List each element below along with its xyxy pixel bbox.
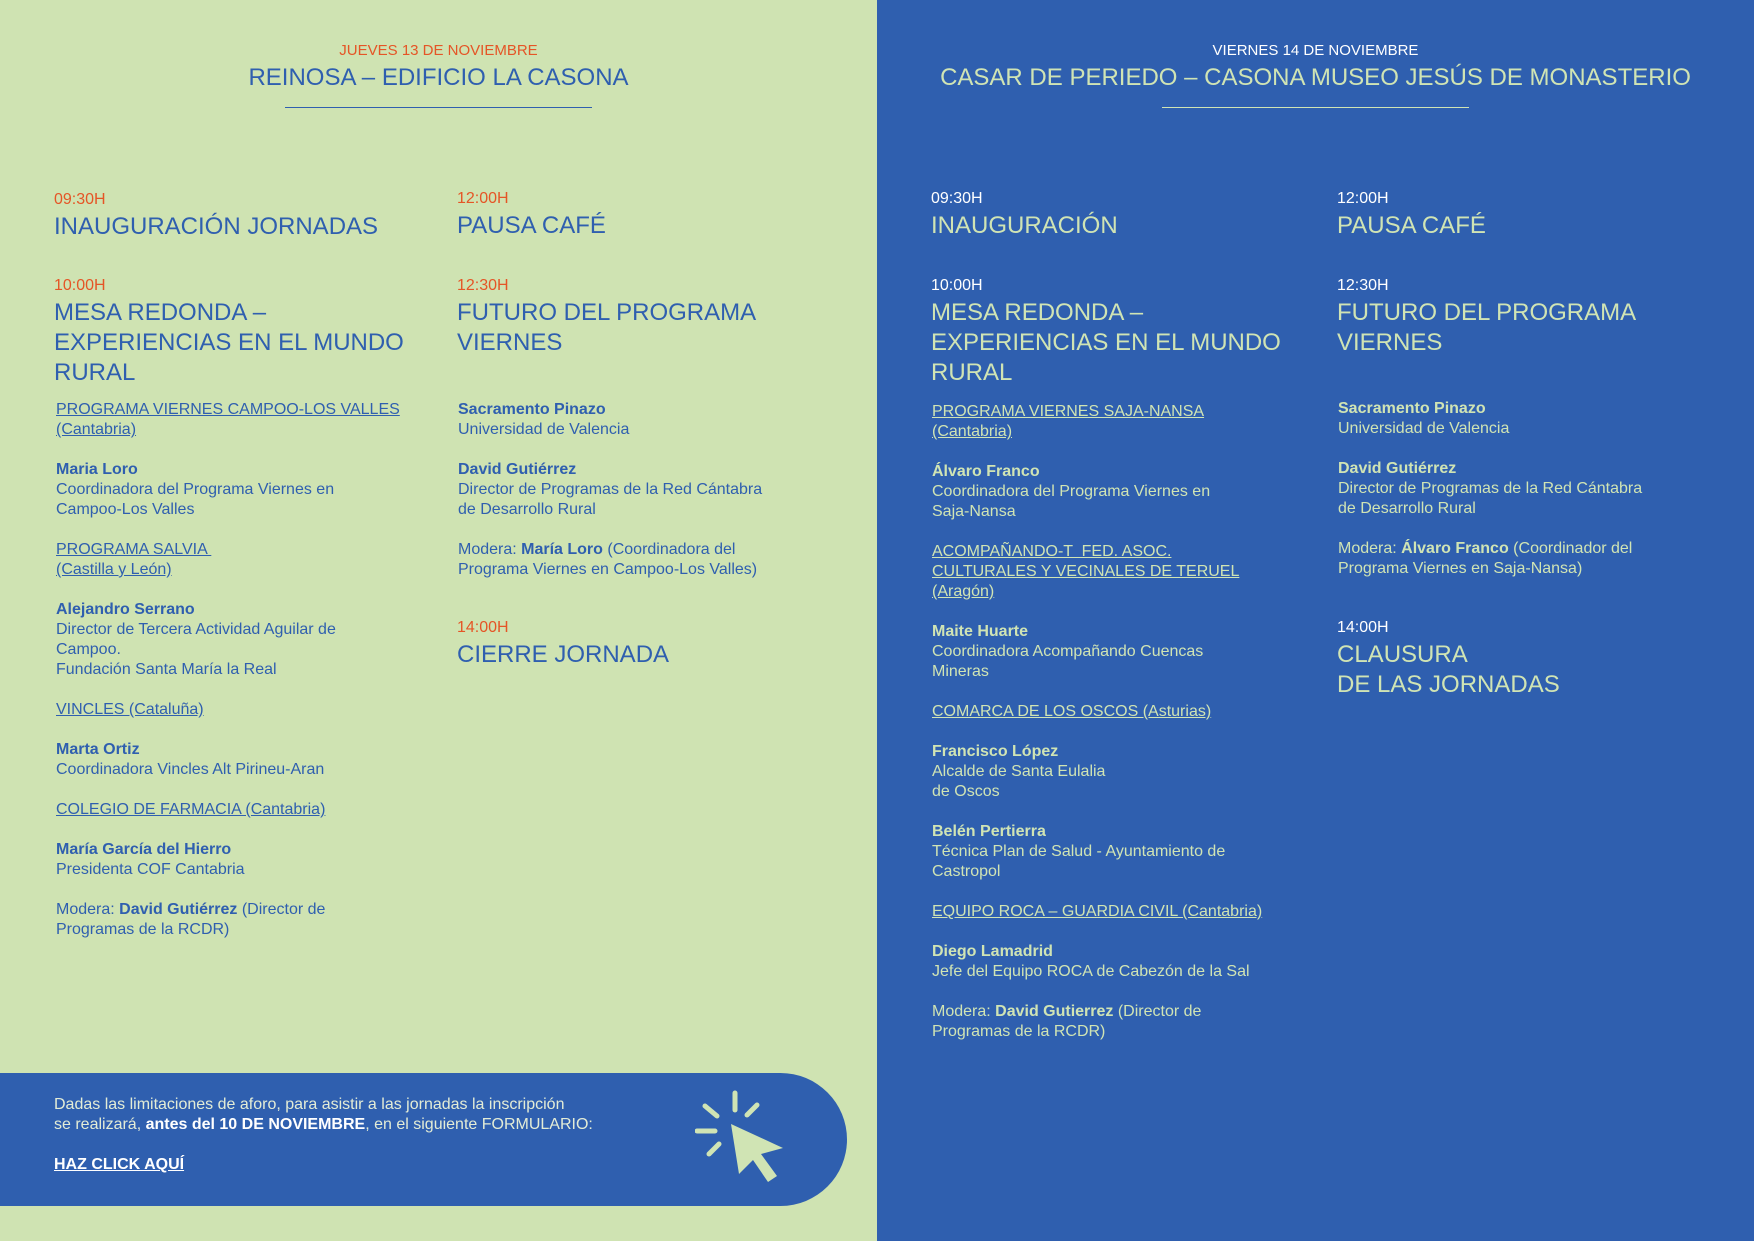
program-link[interactable]: ACOMPAÑANDO-T FED. ASOC. CULTURALES Y VECINALES DE TERUEL (Aragón) bbox=[932, 543, 1240, 600]
moderator: Modera: David Gutiérrez (Director de Programas de la RCDR) bbox=[56, 901, 326, 938]
session-title: CLAUSURA DE LAS JORNADAS bbox=[1337, 641, 1560, 698]
speaker: María García del Hierro Presidenta COF Cantabria bbox=[56, 841, 245, 878]
right-panel-friday bbox=[877, 0, 1754, 1241]
speaker: David Gutiérrez Director de Programas de la Red Cántabra de Desarrollo Rural bbox=[1338, 460, 1643, 517]
session-title: MESA REDONDA – EXPERIENCIAS EN EL MUNDO RURAL bbox=[931, 299, 1281, 386]
speaker: Álvaro Franco Coordinadora del Programa Viernes en Saja-Nansa bbox=[932, 463, 1211, 520]
speaker: Marta Ortiz Coordinadora Vincles Alt Pirineu-Aran bbox=[56, 741, 325, 778]
session-title: MESA REDONDA – EXPERIENCIAS EN EL MUNDO RURAL bbox=[54, 299, 404, 386]
session-time: 12:00H bbox=[457, 190, 509, 207]
panel-list bbox=[932, 402, 1262, 1042]
speaker: Maria Loro Coordinadora del Programa Viernes en Campoo-Los Valles bbox=[56, 461, 335, 518]
moderator: Modera: Álvaro Franco (Coordinador del Programa Viernes en Saja-Nansa) bbox=[1338, 540, 1633, 577]
program-link[interactable]: EQUIPO ROCA – GUARDIA CIVIL (Cantabria) bbox=[932, 903, 1263, 920]
speaker: David Gutiérrez Director de Programas de la Red Cántabra de Desarrollo Rural bbox=[458, 461, 763, 518]
session-title: PAUSA CAFÉ bbox=[457, 212, 606, 239]
program-link[interactable]: COLEGIO DE FARMACIA (Cantabria) bbox=[56, 801, 326, 818]
session-time: 09:30H bbox=[931, 190, 983, 207]
day-date: JUEVES 13 DE NOVIEMBRE bbox=[339, 42, 538, 59]
day-date: VIERNES 14 DE NOVIEMBRE bbox=[1212, 42, 1419, 59]
registration-text: Dadas las limitaciones de aforo, para asistir a las jornadas la inscripción se realizará, antes del 10 DE NOVIEMBRE, en el siguiente FORMULARIO: bbox=[54, 1096, 593, 1133]
register-link[interactable]: HAZ CLICK AQUÍ bbox=[54, 1156, 185, 1173]
panel-list bbox=[1338, 399, 1642, 579]
session-title: PAUSA CAFÉ bbox=[1337, 212, 1486, 239]
program-link[interactable]: PROGRAMA VIERNES SAJA-NANSA (Cantabria) bbox=[932, 403, 1205, 440]
session-time: 12:30H bbox=[1337, 277, 1389, 294]
panel-list bbox=[56, 400, 400, 940]
program-link[interactable]: PROGRAMA VIERNES CAMPOO-LOS VALLES (Cantabria) bbox=[56, 401, 400, 438]
session-title: CIERRE JORNADA bbox=[457, 641, 670, 668]
session-time: 09:30H bbox=[54, 191, 106, 208]
session-time: 14:00H bbox=[1337, 619, 1389, 636]
moderator: Modera: María Loro (Coordinadora del Programa Viernes en Campoo-Los Valles) bbox=[458, 541, 758, 578]
session-title: FUTURO DEL PROGRAMA VIERNES bbox=[457, 299, 757, 356]
speaker: Sacramento Pinazo Universidad de Valencia bbox=[458, 401, 630, 438]
speaker: Alejandro Serrano Director de Tercera Actividad Aguilar de Campoo. Fundación Santa María la Real bbox=[56, 601, 336, 678]
program-link[interactable]: VINCLES (Cataluña) bbox=[56, 701, 204, 718]
speaker: Diego Lamadrid Jefe del Equipo ROCA de Cabezón de la Sal bbox=[932, 943, 1250, 980]
speaker: Francisco López Alcalde de Santa Eulalia de Oscos bbox=[932, 743, 1106, 800]
session-time: 12:30H bbox=[457, 277, 509, 294]
title-divider bbox=[285, 107, 592, 108]
speaker: Belén Pertierra Técnica Plan de Salud - Ayuntamiento de Castropol bbox=[932, 823, 1226, 880]
session-time: 14:00H bbox=[457, 619, 509, 636]
cursor-click-icon[interactable] bbox=[695, 1088, 790, 1183]
speaker: Maite Huarte Coordinadora Acompañando Cuencas Mineras bbox=[932, 623, 1204, 680]
session-time: 12:00H bbox=[1337, 190, 1389, 207]
moderator: Modera: David Gutierrez (Director de Programas de la RCDR) bbox=[932, 1003, 1202, 1040]
speaker: Sacramento Pinazo Universidad de Valencia bbox=[1338, 400, 1510, 437]
session-title: FUTURO DEL PROGRAMA VIERNES bbox=[1337, 299, 1637, 356]
registration-banner bbox=[0, 1073, 847, 1206]
session-time: 10:00H bbox=[931, 277, 983, 294]
title-divider bbox=[1162, 107, 1469, 108]
panel-list bbox=[458, 400, 762, 580]
program-link[interactable]: PROGRAMA SALVIA (Castilla y León) bbox=[56, 541, 212, 578]
session-title: INAUGURACIÓN bbox=[931, 212, 1118, 239]
session-title: INAUGURACIÓN JORNADAS bbox=[54, 213, 379, 240]
session-time: 10:00H bbox=[54, 277, 106, 294]
venue-title: REINOSA – EDIFICIO LA CASONA bbox=[248, 64, 629, 91]
venue-title: CASAR DE PERIEDO – CASONA MUSEO JESÚS DE MONASTERIO bbox=[940, 64, 1691, 91]
program-link[interactable]: COMARCA DE LOS OSCOS (Asturias) bbox=[932, 703, 1212, 720]
